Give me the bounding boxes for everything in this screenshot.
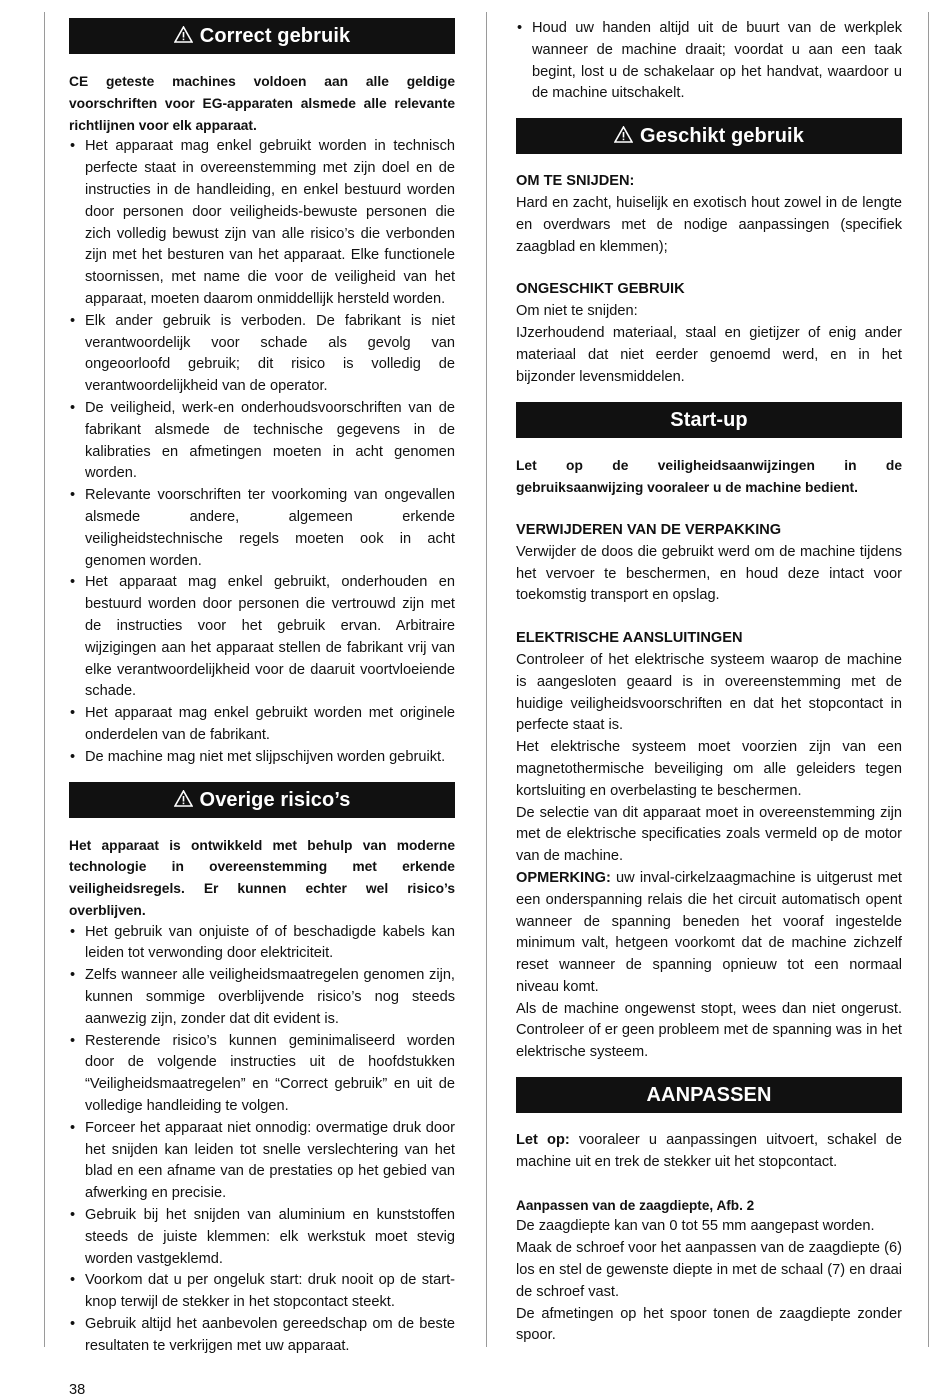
suitable-use-header: [516, 118, 902, 154]
unsuitable-heading: ONGESCHIKT GEBRUIK: [516, 281, 685, 298]
list-item: • Voorkom dat u per ongeluk start: druk nooit op de start-knop terwijl de stekker in het stopcontact steekt.: [69, 1270, 455, 1314]
startup-intro: Let op de veiligheidsaanwijzingen in de gebruiksaanwijzing vooraleer u de machine bedient.: [516, 458, 902, 496]
startup-title: Start-up: [670, 409, 748, 432]
cut-text: Hard en zacht, huiselijk en exotisch hout zowel in de lengte en overdwars met de nodige aanpassingen (specifiek zaagblad en klemmen);: [516, 194, 902, 255]
list-item: • Het apparaat mag enkel gebruikt, onderhouden en bestuurd worden door personen die vertrouwd zijn met de instructies voor het gebruik ervan. Arbitraire wijzigingen aan het apparaat stellen de fabrikant vrij van elke verantwoordelijkheid voor de daaruit voortvloeiende schade.: [69, 572, 455, 703]
page-number: 38: [69, 1382, 86, 1398]
list-item: • De machine mag niet met slijpschijven worden gebruikt.: [69, 747, 455, 769]
left-column: [69, 18, 455, 1358]
adjust-header: [516, 1077, 902, 1113]
depth-text: Maak de schroef voor het aanpassen van de zaagdiepte (6) los en stel de gewenste diepte in met de schaal (7) en draai de schroef vast.: [516, 1240, 902, 1300]
list-item: • Zelfs wanneer alle veiligheidsmaatregelen genomen zijn, kunnen sommige overblijvende risico’s nog steeds aanwezig zijn, zonder dat dit evident is.: [69, 965, 455, 1030]
list-item: • Het apparaat mag enkel gebruikt worden met originele onderdelen van de fabrikant.: [69, 703, 455, 747]
unsuitable-text: IJzerhoudend materiaal, staal en gietijzer of enig ander materiaal dat niet eerder genoemd werd, en in het bijzonder levensmiddelen.: [516, 324, 902, 385]
cut-heading: OM TE SNIJDEN:: [516, 173, 635, 190]
other-risks-header: [69, 782, 455, 818]
hands-warning-list: [516, 18, 902, 105]
correct-use-intro: CE geteste machines voldoen aan alle geldige voorschriften voor EG-apparaten alsmede alle relevante richtlijnen voor elk apparaat.: [69, 74, 455, 133]
column-divider-right: [928, 12, 929, 1347]
list-item: • Relevante voorschriften ter voorkoming van ongevallen alsmede andere, algemeen erkende veiligheidstechnische regels moeten ook in acht genomen worden.: [69, 485, 455, 572]
depth-text: De zaagdiepte kan van 0 tot 55 mm aangepast worden.: [516, 1218, 875, 1235]
list-item: • Het gebruik van onjuiste of of beschadigde kabels kan leiden tot verwonding door elektriciteit.: [69, 922, 455, 966]
other-risks-list: [69, 922, 455, 1358]
warning-icon: [614, 119, 633, 155]
list-item: • Houd uw handen altijd uit de buurt van de werkplek wanneer de machine draait; voordat u aan een taak begint, lost u de schakelaar op het handvat, waardoor u de machine uitschakelt.: [516, 18, 902, 105]
attention-text: vooraleer u aanpassingen uitvoert, schakel de machine uit en trek de stekker uit het stopcontact.: [516, 1132, 902, 1170]
adjust-title: AANPASSEN: [646, 1084, 772, 1107]
column-divider-left: [44, 12, 45, 1347]
right-column: [516, 18, 902, 1347]
correct-use-list: [69, 136, 455, 768]
warning-icon: [174, 783, 193, 819]
list-item: • Forceer het apparaat niet onnodig: overmatige druk door het snijden kan leiden tot snelle verslechtering van het blad en een afname van de prestaties op het gebied van afwerking en precisie.: [69, 1118, 455, 1205]
list-item: • Resterende risico’s kunnen geminimaliseerd worden door de volgende instructies uit de hoofdstukken “Veiligheidsmaatregelen” en “Correct gebruik” en uit de volledige handleiding te volgen.: [69, 1031, 455, 1118]
attention-paragraph: [516, 1130, 902, 1174]
electrical-text: Controleer of het elektrische systeem waarop de machine is aangesloten geaard is in overeenstemming met de huidige veiligheidsvoorschriften en dat het stopcontact in perfecte staat is.: [516, 651, 902, 734]
electrical-text: De selectie van dit apparaat moet in overeenstemming zijn met de elektrische specificaties zoals vermeld op de motor van de machine.: [516, 804, 902, 865]
electrical-text: Het elektrische systeem moet voorzien zijn van een magnetothermische beveiliging om alle geleiders tegen kortsluiting en overbelasting te beschermen.: [516, 739, 902, 799]
startup-header: [516, 402, 902, 438]
note-paragraph: [516, 868, 902, 999]
list-item: • Gebruik bij het snijden van aluminium en kunststoffen steeds de juiste klemmen: elk werkstuk moet stevig worden vastgeklemd.: [69, 1205, 455, 1270]
note-label: OPMERKING:: [516, 869, 611, 886]
electrical-text: Als de machine ongewenst stopt, wees dan niet ongerust. Controleer of er geen probleem met de spanning was in het elektrische systeem.: [516, 1000, 902, 1061]
correct-use-header: [69, 18, 455, 54]
electrical-heading: ELEKTRISCHE AANSLUITINGEN: [516, 630, 743, 647]
list-item: • Elk ander gebruik is verboden. De fabrikant is niet verantwoordelijk voor schade als gevolg van ongeoorloofd gebruik; dit risico is volledig de verantwoordelijkheid van de operator.: [69, 311, 455, 398]
other-risks-title: Overige risico’s: [199, 788, 351, 811]
depth-heading: Aanpassen van de zaagdiepte, Afb. 2: [516, 1197, 755, 1213]
depth-text: De afmetingen op het spoor tonen de zaagdiepte zonder spoor.: [516, 1305, 902, 1344]
list-item: • Het apparaat mag enkel gebruikt worden in technisch perfecte staat in overeenstemming met zijn doel en de instructies in de handleiding, en enkel bestuurd worden door personen door veiligheids-bewuste personen die zich volledig bewust zijn van alle risico’s die verbonden zijn met het besturen van het apparaat. Elke functionele stoornissen, met name die voor de veiligheid van het apparaat, moeten daarom onmiddellijk hersteld worden.: [69, 136, 455, 310]
unpack-text: Verwijder de doos die gebruikt werd om de machine tijdens het vervoer te beschermen, en houd deze intact voor toekomstig transport en opslag.: [516, 543, 902, 604]
list-item: • Gebruik altijd het aanbevolen gereedschap om de beste resultaten te verkrijgen met uw apparaat.: [69, 1314, 455, 1358]
unpack-heading: VERWIJDEREN VAN DE VERPAKKING: [516, 521, 782, 538]
correct-use-title: Correct gebruik: [199, 25, 351, 47]
suitable-use-title: Geschikt gebruik: [640, 125, 804, 148]
unsuitable-line: Om niet te snijden:: [516, 303, 638, 320]
column-divider-middle: [486, 12, 487, 1347]
warning-icon: [174, 19, 193, 55]
other-risks-intro: Het apparaat is ontwikkeld met behulp van moderne technologie in overeenstemming met erkende veiligheidsregels. Er kunnen echter wel risico’s overblijven.: [69, 837, 455, 918]
attention-label: Let op:: [516, 1132, 570, 1149]
note-text: uw inval-cirkelzaagmachine is uitgerust met een onderspanning relais die het circuit automatisch opent wanneer de spanning beneden het vooraf ingestelde minimum valt, hetgeen voorkomt dat de machine zichzelf reset wanneer de spanning opnieuw tot een normaal niveau komt.: [516, 869, 902, 995]
list-item: • De veiligheid, werk-en onderhoudsvoorschriften van de fabrikant alsmede de technische gegevens in de kalibraties en afmetingen moeten in acht genomen worden.: [69, 398, 455, 485]
